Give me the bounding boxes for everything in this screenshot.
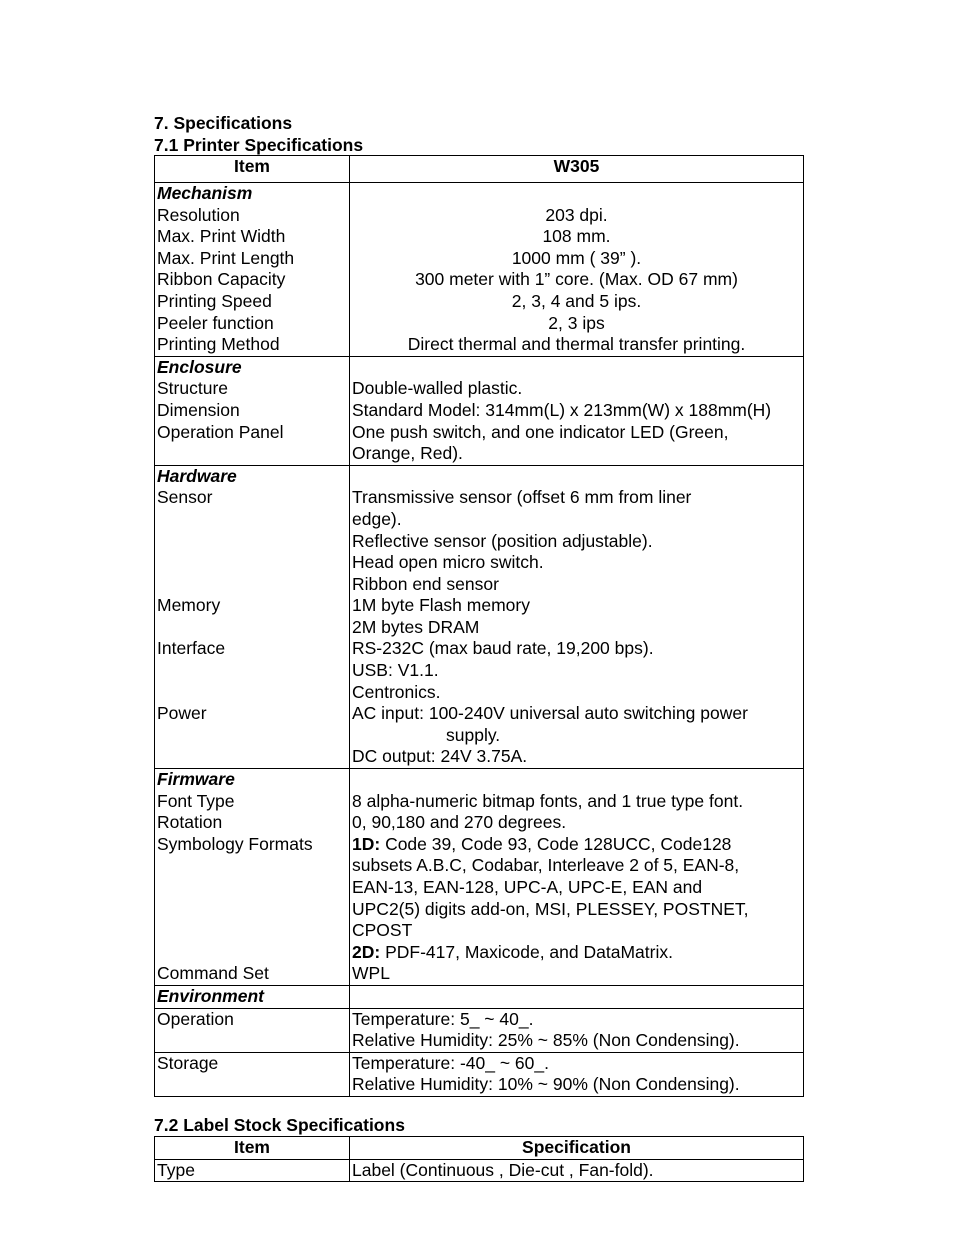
category-title: Hardware [157, 465, 237, 486]
spec-value: Transmissive sensor (offset 6 mm from liner [352, 487, 692, 508]
storage-label-cell [155, 1052, 350, 1096]
spec-label: Type [155, 1159, 350, 1182]
spec-value: WPL [352, 963, 390, 984]
spec-value: Head open micro switch. [352, 552, 544, 573]
label-spec-table [154, 1136, 804, 1182]
spec-label: Max. Print Length [157, 247, 295, 268]
spec-value: Relative Humidity: 25% ~ 85% (Non Condensing). [352, 1030, 740, 1051]
spec-label: Operation Panel [157, 421, 284, 442]
spec-label: Operation [157, 1008, 234, 1029]
spec-value: Standard Model: 314mm(L) x 213mm(W) x 188mm(H) [352, 399, 772, 420]
spec-value: supply. [446, 724, 501, 745]
operation-values [350, 1008, 804, 1052]
spec-value: UPC2(5) digits add-on, MSI, PLESSEY, POSTNET, [352, 898, 749, 919]
spec-value: USB: V1.1. [352, 660, 439, 681]
category-title: Enclosure [157, 356, 242, 377]
spec-value: Ribbon end sensor [352, 573, 499, 594]
mechanism-labels [155, 183, 350, 357]
mechanism-section [155, 183, 804, 357]
enclosure-section [155, 356, 804, 465]
category-title: Firmware [157, 769, 235, 790]
spec-label: Peeler function [157, 312, 274, 333]
spec-label: Structure [157, 378, 228, 399]
spec-value: 8 alpha-numeric bitmap fonts, and 1 true type font. [352, 790, 744, 811]
hardware-section [155, 465, 804, 768]
firmware-section [155, 769, 804, 986]
printer-spec-table [154, 155, 804, 1097]
spec-value: Temperature: 5_ ~ 40_. [352, 1008, 534, 1029]
spec-value: 2M bytes DRAM [352, 616, 480, 637]
hardware-labels [155, 465, 350, 768]
spec-value: 0, 90,180 and 270 degrees. [352, 812, 567, 833]
spec-value: Code 39, Code 93, Code 128UCC, Code128 [380, 833, 732, 854]
environment-title-cell [155, 985, 350, 1008]
spec-value: Direct thermal and thermal transfer printing. [407, 334, 746, 355]
col-item-header: Item [155, 156, 350, 183]
spec-value: 2, 3, 4 and 5 ips. [511, 290, 642, 311]
symbology-2d-line [352, 942, 801, 964]
spec-value: Temperature: -40_ ~ 60_. [352, 1052, 549, 1073]
spec-value: edge). [352, 508, 402, 529]
spec-label: Memory [157, 595, 221, 616]
spec-value: Reflective sensor (position adjustable). [352, 530, 653, 551]
spec-label: Interface [157, 638, 226, 659]
category-title: Environment [157, 985, 264, 1006]
storage-values [350, 1052, 804, 1096]
table-header-row [155, 1137, 804, 1160]
spec-value: PDF-417, Maxicode, and DataMatrix. [380, 941, 673, 962]
spec-label: Resolution [157, 204, 240, 225]
spec-value: EAN-13, EAN-128, UPC-A, UPC-E, EAN and [352, 877, 703, 897]
environment-storage-row [155, 1052, 804, 1096]
symbology-1d-prefix: 1D: [352, 833, 381, 854]
spec-value: Centronics. [352, 681, 441, 702]
spec-value: 203 dpi. [545, 204, 608, 225]
spec-value: Double-walled plastic. [352, 378, 523, 399]
spec-label: Command Set [157, 963, 269, 984]
spec-value: CPOST [352, 920, 413, 941]
mechanism-values [350, 183, 804, 357]
spec-value: RS-232C (max baud rate, 19,200 bps). [352, 638, 654, 659]
environment-title-row [155, 985, 804, 1008]
spec-value: AC input: 100-240V universal auto switching power [352, 703, 748, 724]
section-title: 7. Specifications [154, 113, 293, 133]
enclosure-labels [155, 356, 350, 465]
symbology-2d-prefix: 2D: [352, 941, 381, 962]
firmware-values [350, 769, 804, 986]
table-row [155, 1159, 804, 1182]
spec-value: Orange, Red). [352, 443, 463, 464]
symbology-1d-line [352, 834, 801, 856]
label-spec-heading: 7.2 Label Stock Specifications [154, 1115, 405, 1135]
hardware-values [350, 465, 804, 768]
environment-operation-row [155, 1008, 804, 1052]
spec-label: Storage [157, 1052, 219, 1073]
table-header-row [155, 156, 804, 183]
enclosure-values [350, 356, 804, 465]
col-item-header: Item [155, 1137, 350, 1160]
spec-value: DC output: 24V 3.75A. [352, 746, 528, 767]
spec-label: Printing Method [157, 334, 280, 355]
spec-label: Rotation [157, 812, 223, 833]
environment-empty-cell [350, 985, 804, 1008]
spec-label: Font Type [157, 790, 235, 811]
spec-label: Sensor [157, 487, 213, 508]
spec-label: Max. Print Width [157, 226, 286, 247]
category-title: Mechanism [157, 183, 253, 203]
spec-label: Ribbon Capacity [157, 269, 286, 290]
col-spec-header: Specification [350, 1137, 804, 1160]
spec-label: Symbology Formats [157, 833, 313, 854]
spec-value: 1000 mm ( 39” ). [511, 247, 642, 268]
col-model-header: W305 [350, 156, 804, 183]
spec-label: Dimension [157, 399, 240, 420]
spec-value: One push switch, and one indicator LED (Green, [352, 421, 729, 442]
spec-value: subsets A.B.C, Codabar, Interleave 2 of 5, EAN-8, [352, 855, 740, 876]
spec-label: Printing Speed [157, 290, 272, 311]
spec-value: Relative Humidity: 10% ~ 90% (Non Condensing). [352, 1074, 740, 1095]
operation-label-cell [155, 1008, 350, 1052]
printer-spec-heading: 7.1 Printer Specifications [154, 135, 364, 155]
spec-value: 300 meter with 1” core. (Max. OD 67 mm) [415, 269, 738, 290]
spec-value: 108 mm. [542, 226, 611, 247]
spec-label: Power [157, 703, 207, 724]
firmware-labels [155, 769, 350, 986]
spec-value: 1M byte Flash memory [352, 595, 530, 616]
spec-value: 2, 3 ips [548, 312, 605, 333]
spec-value: Label (Continuous , Die-cut , Fan-fold). [350, 1159, 804, 1182]
